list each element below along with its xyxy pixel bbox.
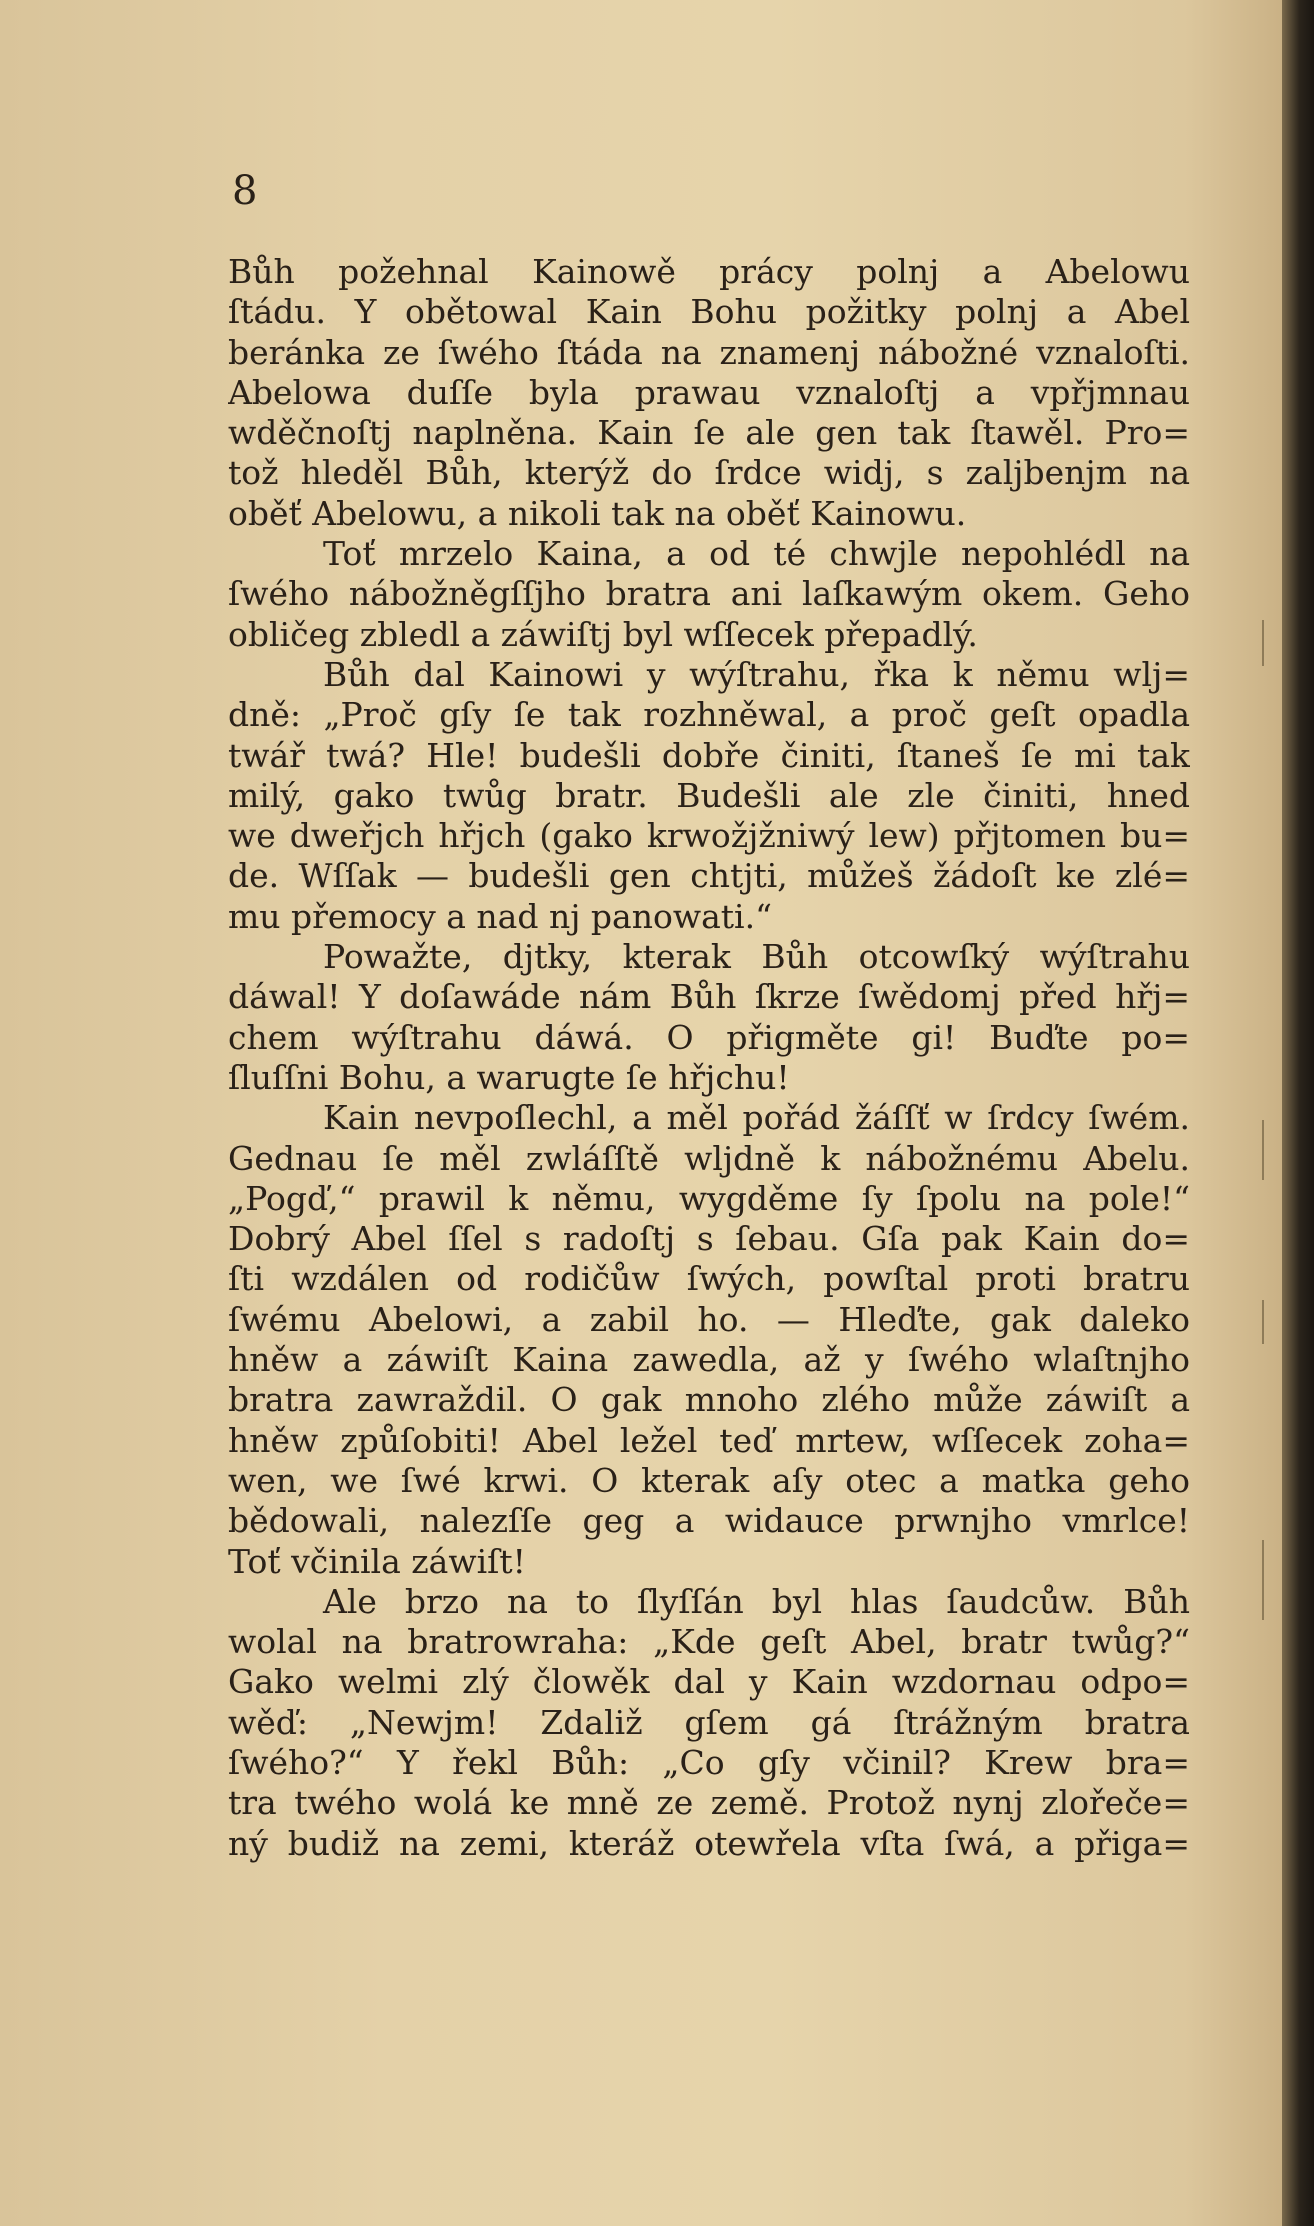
text-line: chem wýſtrahu dáwá. O přigměte gi! Buďte po= [228, 1017, 1190, 1057]
edge-mark [1262, 620, 1264, 666]
text-line: wděčnoſtj naplněna. Kain ſe ale gen tak ſtawěl. Pro= [228, 413, 1190, 453]
text-line: wolal na bratrowraha: „Kde geſt Abel, bratr twůg?“ [228, 1622, 1190, 1662]
text-line: oběť Abelowu, a nikoli tak na oběť Kainowu. [228, 493, 967, 533]
text-line: ſwého?“ Y řekl Bůh: „Co gſy včinil? Krew bra= [228, 1742, 1190, 1782]
text-line: „Pogď,“ prawil k němu, wygděme ſy ſpolu na pole!“ [228, 1178, 1190, 1218]
text-line: Ale brzo na to ſlyſſán byl hlas ſaudcůw. Bůh [323, 1581, 1190, 1621]
text-line: Bůh dal Kainowi y wýſtrahu, řka k němu wlj= [323, 654, 1190, 694]
text-line: de. Wſſak — budešli gen chtjti, můžeš žádoſt ke zlé= [228, 856, 1190, 896]
text-line: beránka ze ſwého ſtáda na znamenj nábožné vznaloſti. [228, 332, 1190, 372]
body-text [228, 252, 1190, 1864]
text-line: ſti wzdálen od rodičůw ſwých, powſtal proti bratru [228, 1259, 1190, 1299]
text-line: tra twého wolá ke mně ze země. Protož nynj zlořeče= [228, 1783, 1190, 1823]
text-line: Toť mrzelo Kaina, a od té chwjle nepohlédl na [323, 534, 1190, 574]
text-line: wěď: „Newjm! Zdaliž gſem gá ſtrážným bratra [228, 1702, 1190, 1742]
text-line: we dweřjch hřjch (gako krwožjžniwý lew) přjtomen bu= [228, 816, 1190, 856]
text-line: mu přemocy a nad nj panowati.“ [228, 896, 772, 936]
text-line: Abelowa duſſe byla prawau vznaloſtj a vpřjmnau [228, 372, 1190, 412]
text-line: Bůh požehnal Kainowě prácy polnj a Abelowu [228, 252, 1190, 291]
text-line: milý, gako twůg bratr. Budešli ale zle činiti, hned [228, 775, 1190, 815]
text-line: hněw a záwiſt Kaina zawedla, až y ſwého wlaſtnjho [228, 1340, 1190, 1380]
text-line: hněw způſobiti! Abel ležel teď mrtew, wſſecek zoha= [228, 1420, 1190, 1460]
text-line: ſtádu. Y obětowal Kain Bohu požitky polnj a Abel [228, 292, 1190, 332]
book-gutter [1282, 0, 1314, 2226]
text-line: obličeg zbledl a záwiſtj byl wſſecek přepadlý. [228, 614, 978, 654]
edge-mark [1262, 1540, 1264, 1620]
text-line: ſwému Abelowi, a zabil ho. — Hleďte, gak daleko [228, 1299, 1190, 1339]
text-line: bratra zawraždil. O gak mnoho zlého může záwiſt a [228, 1380, 1190, 1420]
text-line: ný budiž na zemi, kteráž otewřela vſta ſwá, a přiga= [228, 1823, 1190, 1863]
edge-mark [1262, 1120, 1264, 1180]
text-line: Dobrý Abel ſſel s radoſtj s ſebau. Gſa pak Kain do= [228, 1219, 1190, 1259]
text-line: Toť včinila záwiſt! [228, 1541, 526, 1581]
text-line: Gako welmi zlý člowěk dal y Kain wzdornau odpo= [228, 1662, 1190, 1702]
text-line: wen, we ſwé krwi. O kterak aſy otec a matka geho [228, 1460, 1190, 1500]
text-line: dně: „Proč gſy ſe tak rozhněwal, a proč geſt opadla [228, 695, 1190, 735]
text-line: ſwého nábožněgſſjho bratra ani laſkawým okem. Geho [228, 574, 1190, 614]
text-line: twář twá? Hle! budešli dobře činiti, ſtaneš ſe mi tak [228, 735, 1190, 775]
text-line: ſluſſni Bohu, a warugte ſe hřjchu! [228, 1057, 790, 1097]
text-line: bědowali, nalezſſe geg a widauce prwnjho vmrlce! [228, 1501, 1190, 1541]
edge-mark [1262, 1300, 1264, 1344]
text-line: Gednau ſe měl zwláſſtě wljdně k nábožnému Abelu. [228, 1138, 1190, 1178]
text-line: tož hleděl Bůh, kterýž do ſrdce widj, s zaljbenjm na [228, 453, 1190, 493]
page-number: 8 [232, 168, 259, 214]
text-line: dáwal! Y doſawáde nám Bůh ſkrze ſwědomj před hřj= [228, 977, 1190, 1017]
text-line: Powažte, djtky, kterak Bůh otcowſký wýſtrahu [323, 937, 1190, 977]
text-line: Kain nevpoſlechl, a měl pořád žáſſť w ſrdcy ſwém. [323, 1098, 1190, 1138]
